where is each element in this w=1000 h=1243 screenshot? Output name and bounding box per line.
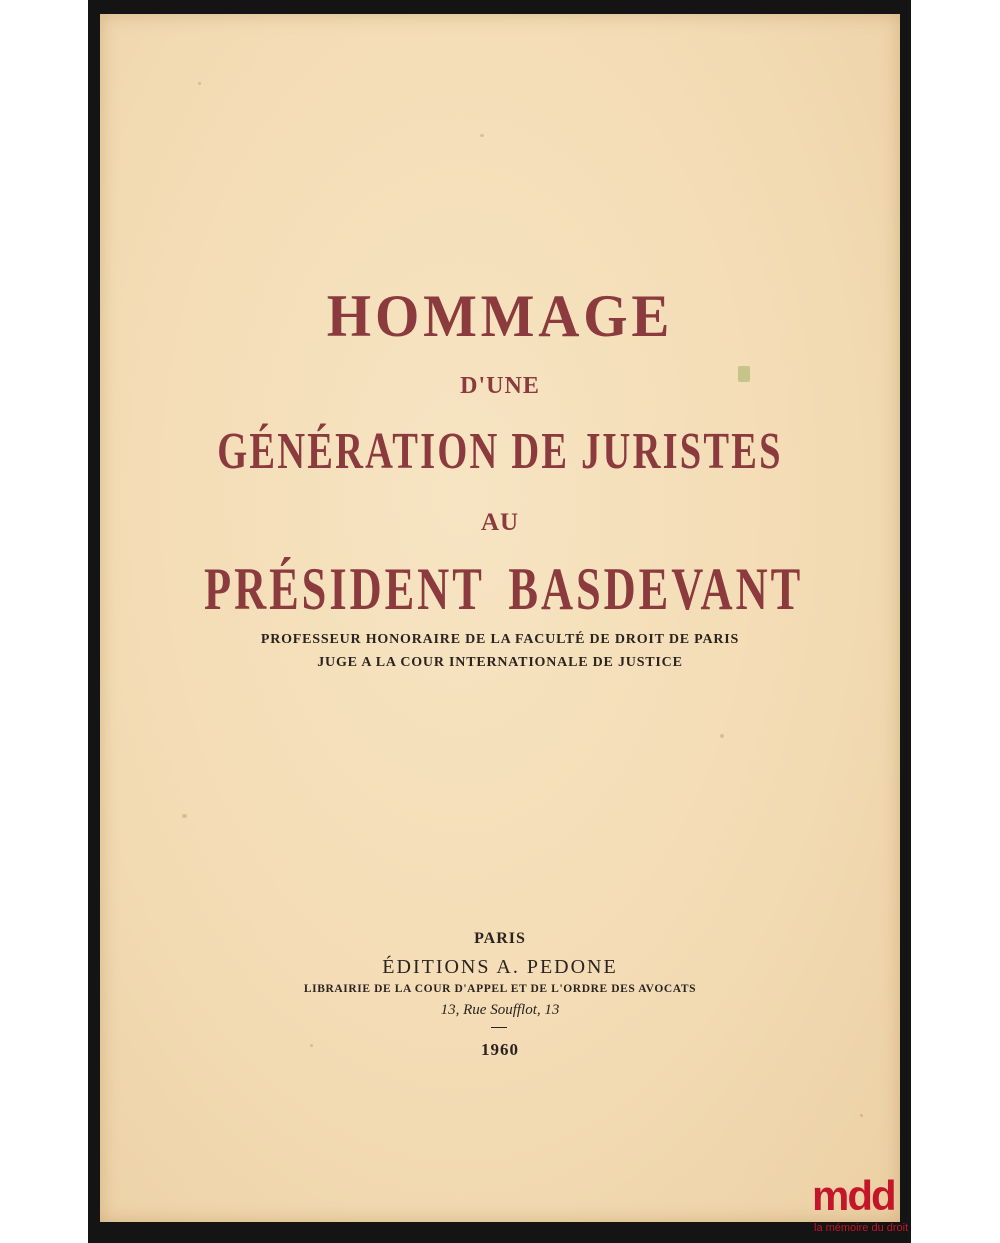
divider bbox=[491, 1027, 507, 1028]
paper-spot bbox=[198, 82, 201, 85]
cover-subtitle-dune: D'UNE bbox=[460, 373, 540, 399]
honoree-title-line-1: PROFESSEUR HONORAIRE DE LA FACULTÉ DE DROIT DE PARIS bbox=[260, 632, 740, 647]
paper-spot bbox=[182, 814, 187, 818]
paper-spot bbox=[720, 734, 724, 738]
honoree-title-line-2: JUGE A LA COUR INTERNATIONALE DE JUSTICE bbox=[317, 655, 683, 670]
publication-year: 1960 bbox=[481, 1040, 519, 1059]
cover-subtitle-au: AU bbox=[480, 509, 520, 536]
logo-tagline: la mémoire du droit bbox=[814, 1222, 909, 1234]
publisher-bookshop: LIBRAIRIE DE LA COUR D'APPEL ET DE L'ORDRE DES AVOCATS bbox=[303, 983, 697, 995]
paper-spot bbox=[480, 134, 484, 137]
publisher-name: ÉDITIONS A. PEDONE bbox=[382, 956, 618, 978]
watermark-logo bbox=[810, 1172, 910, 1243]
logo-mark: mdd bbox=[812, 1172, 895, 1219]
paper-spot bbox=[860, 1114, 863, 1117]
cover-subtitle-generation: GÉNÉRATION DE JURISTES bbox=[217, 423, 783, 480]
publisher-address: 13, Rue Soufflot, 13 bbox=[440, 1002, 560, 1018]
publisher-city: PARIS bbox=[474, 930, 526, 947]
cover-honoree: PRÉSIDENT BASDEVANT bbox=[204, 556, 804, 622]
cover-title: HOMMAGE bbox=[326, 283, 674, 349]
